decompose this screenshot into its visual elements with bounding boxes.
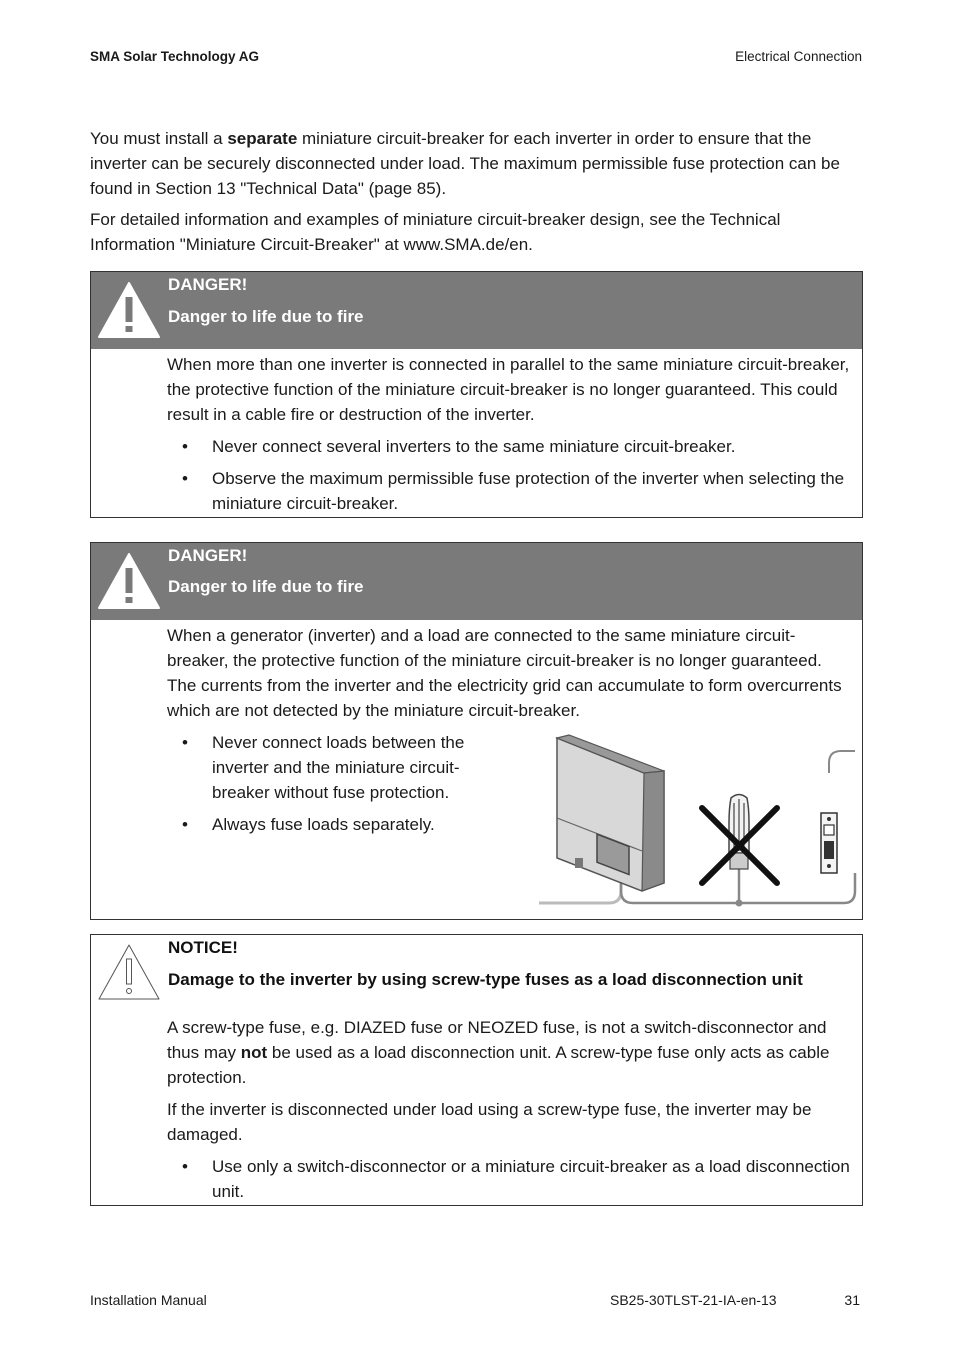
danger-box-1 [90, 271, 863, 518]
notice-label: NOTICE! [168, 938, 238, 957]
notice-box [90, 934, 863, 1206]
list-item: • Always fuse loads separately. [182, 815, 435, 834]
emphasis-not: not [240, 1043, 268, 1062]
footer-manual-title: Installation Manual [90, 1292, 207, 1308]
footer-document-id: SB25-30TLST-21-IA-en-13 [610, 1292, 777, 1308]
danger-title: Danger to life due to fire [168, 307, 364, 326]
notice-body [91, 935, 862, 1211]
list-item: • Never connect several inverters to the same miniature circuit-breaker. [182, 437, 736, 456]
list-item: • Observe the maximum permissible fuse protection of the inverter when selecting the miniature circuit-breaker. [182, 469, 845, 513]
page-number: 31 [844, 1292, 860, 1308]
danger-text: When a generator (inverter) and a load are connected to the same miniature circuit-breaker, the protective function of the miniature circuit-breaker is no longer guaranteed. The currents from the inverter and the electricity grid can accumulate to form overcurrents which are not detected by the miniature circuit-breaker. [167, 626, 842, 720]
danger-title: Danger to life due to fire [168, 577, 364, 596]
list-item: • Never connect loads between the inverter and the miniature circuit-breaker without fuse protection. [182, 733, 465, 802]
intro-paragraph-1: You must install a separate miniature circuit-breaker for each inverter in order to ensure that the inverter can be securely disconnected under load. The maximum permissible fuse protection can be found in Section 13 "Technical Data" (page 85). [90, 129, 840, 198]
notice-paragraph-2: If the inverter is disconnected under load using a screw-type fuse, the inverter may be damaged. [167, 1100, 812, 1144]
header-company: SMA Solar Technology AG [90, 49, 260, 64]
list-item: • Use only a switch-disconnector or a miniature circuit-breaker as a load disconnection unit. [182, 1157, 850, 1201]
intro-paragraph-2: For detailed information and examples of miniature circuit-breaker design, see the Technical Information "Miniature Circuit-Breaker" at www.SMA.de/en. [90, 210, 781, 254]
notice-title: Damage to the inverter by using screw-type fuses as a load disconnection unit [168, 970, 803, 989]
danger-text: When more than one inverter is connected in parallel to the same miniature circuit-breaker, the protective function of the miniature circuit-breaker is no longer guaranteed. This could result in a cable fire or destruction of the inverter. [167, 355, 850, 424]
inverter-load-breaker-illustration [539, 733, 859, 908]
danger-label: DANGER! [168, 546, 248, 565]
danger-box-2 [90, 542, 863, 920]
danger-body [91, 272, 862, 523]
emphasis-separate: separate [227, 129, 298, 148]
notice-paragraph-1: A screw-type fuse, e.g. DIAZED fuse or NEOZED fuse, is not a switch-disconnector and thus may not be used as a load disconnection unit. A screw-type fuse only acts as cable protection. [167, 1018, 830, 1087]
danger-label: DANGER! [168, 275, 248, 294]
header-section: Electrical Connection [735, 49, 862, 64]
